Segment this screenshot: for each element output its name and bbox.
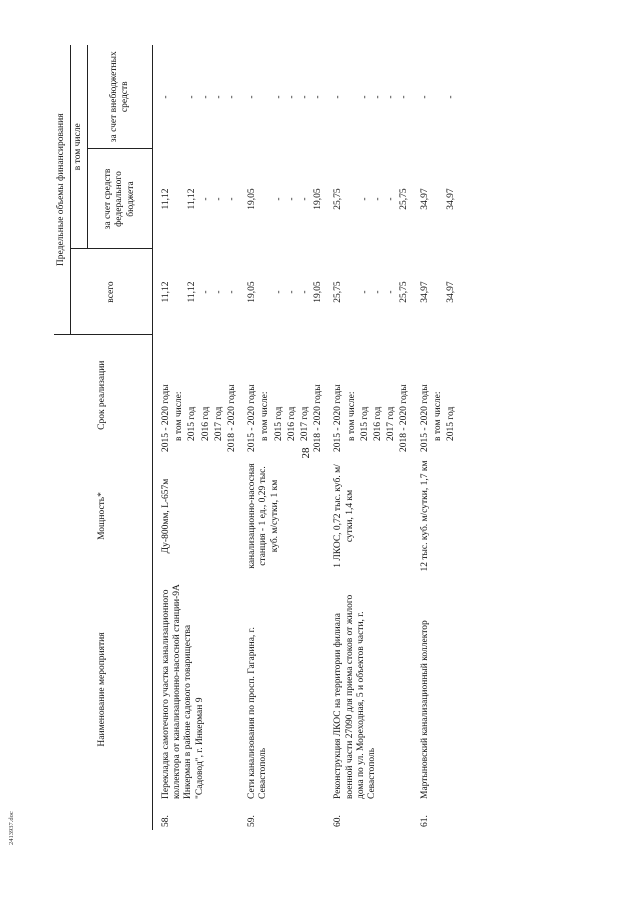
period-cell: 2016 год	[200, 406, 211, 441]
federal-cell: 19,05	[313, 188, 324, 210]
capacity: 1 ЛКОС, 0,72 тыс. куб. м/сутки, 1,4 км	[333, 464, 355, 568]
federal-cell: 11,12	[161, 188, 171, 210]
total-cell: 19,05	[247, 281, 258, 303]
measure-name: Перекладка самотечного участка канализационного коллектора от канализационно-насосной станции-9А Инкерман в районе садового товарищества "Садовод", г. Инкерман 9	[161, 584, 205, 799]
federal-cell: 25,75	[333, 188, 344, 210]
federal-cell	[432, 149, 445, 249]
table-header	[54, 45, 153, 830]
row-number: 58.	[161, 815, 171, 827]
federal-cell: 34,97	[419, 188, 430, 210]
table-row	[153, 45, 174, 830]
total-cell: -	[213, 290, 224, 294]
federal-cell: 11,12	[187, 188, 198, 210]
total-cell	[432, 249, 445, 335]
total-cell: -	[227, 290, 238, 294]
extrabudget-cell: -	[419, 95, 430, 99]
extrabudget-cell: -	[213, 95, 224, 99]
total-cell: 34,97	[446, 281, 457, 303]
extrabudget-cell: -	[359, 95, 370, 99]
federal-cell: 34,97	[446, 188, 457, 210]
period-cell: 2015 год	[446, 406, 457, 441]
measure-name: Сети канализования по просп. Гагарина, г. Севастополь	[247, 627, 269, 799]
federal-cell	[346, 149, 359, 249]
total-cell: 11,12	[187, 281, 198, 303]
extrabudget-cell: -	[333, 95, 344, 99]
footer-filename: 2413937.doc	[8, 811, 15, 845]
federal-cell	[173, 149, 186, 249]
total-cell: -	[359, 290, 370, 294]
total-cell: -	[273, 290, 284, 294]
federal-cell: 25,75	[399, 188, 410, 210]
extrabudget-cell: -	[247, 95, 258, 99]
extrabudget-cell	[432, 45, 445, 149]
period-cell: 2017 год	[213, 406, 224, 441]
federal-cell: -	[200, 197, 211, 201]
period-cell: 2017 год	[386, 406, 397, 441]
row-number: 59.	[247, 815, 258, 827]
table-body	[153, 45, 459, 830]
header-in-that-number: в том числе	[71, 45, 88, 249]
federal-cell: -	[300, 197, 311, 201]
extrabudget-cell: -	[227, 95, 238, 99]
total-cell	[259, 249, 272, 335]
capacity: канализационно-насосная станция - 1 ед., 0,29 тыс. куб. м/сутки, 1 км	[247, 463, 280, 569]
header-financing-title: Предельные объемы финансирования	[54, 45, 71, 335]
period-cell: в том числе:	[432, 391, 443, 441]
extrabudget-cell	[346, 45, 359, 149]
extrabudget-cell: -	[161, 95, 171, 99]
extrabudget-cell: -	[373, 95, 384, 99]
measure-name: Реконструкция ЛКОС на территории филиала военной части 27090 для приема стоков от жилого дома по ул. Мореходная, 5 и объектов части, г. Севастополь	[333, 594, 378, 799]
federal-cell: -	[227, 197, 238, 201]
measure-name: Мартыновский канализационный коллектор	[419, 620, 430, 799]
federal-cell: 19,05	[247, 188, 258, 210]
header-period: Срок реализации	[54, 335, 153, 455]
period-cell: 2015 год	[187, 406, 198, 441]
federal-cell: -	[359, 197, 370, 201]
row-number: 61.	[419, 815, 430, 827]
federal-cell: -	[373, 197, 384, 201]
federal-cell: -	[286, 197, 297, 201]
header-number	[54, 802, 153, 830]
total-cell: -	[300, 290, 311, 294]
table-row	[239, 45, 259, 830]
extrabudget-cell	[173, 45, 186, 149]
extrabudget-cell: -	[446, 95, 457, 99]
period-cell: в том числе:	[260, 391, 271, 441]
extrabudget-cell	[259, 45, 272, 149]
capacity: Ду-800мм, L-657м	[161, 478, 171, 554]
total-cell: 25,75	[399, 281, 410, 303]
period-cell: 2017 год	[300, 406, 311, 441]
total-cell: 25,75	[333, 281, 344, 303]
table-row	[412, 45, 432, 830]
header-name: Наименование мероприятия	[54, 577, 153, 802]
period-cell: 2015 год	[273, 406, 284, 441]
extrabudget-cell: -	[386, 95, 397, 99]
period-cell: в том числе:	[174, 391, 185, 441]
period-cell: в том числе:	[346, 391, 357, 441]
federal-cell: -	[213, 197, 224, 201]
period-cell: 2018 - 2020 годы	[227, 384, 238, 452]
federal-cell: -	[386, 197, 397, 201]
federal-cell: -	[273, 197, 284, 201]
header-capacity: Мощность*	[54, 455, 153, 577]
extrabudget-cell: -	[187, 95, 198, 99]
total-cell: -	[386, 290, 397, 294]
extrabudget-cell: -	[300, 95, 311, 99]
total-cell	[346, 249, 359, 335]
period-cell: 2018 - 2020 годы	[399, 384, 410, 452]
federal-cell	[259, 149, 272, 249]
header-extrabudget: за счет внебюджетных средств	[88, 45, 153, 149]
period-cell: 2015 - 2020 годы	[419, 384, 430, 452]
financing-table	[54, 45, 458, 830]
period-cell: 2015 - 2020 годы	[161, 384, 171, 452]
extrabudget-cell: -	[200, 95, 211, 99]
page-number: 28	[300, 447, 312, 459]
period-cell: 2015 - 2020 годы	[333, 384, 344, 452]
total-cell: 11,12	[161, 281, 171, 303]
total-cell: 34,97	[419, 281, 430, 303]
period-cell: 2015 - 2020 годы	[247, 384, 258, 452]
extrabudget-cell: -	[286, 95, 297, 99]
period-cell: 2015 год	[359, 406, 370, 441]
row-number: 60.	[333, 815, 344, 827]
extrabudget-cell: -	[273, 95, 284, 99]
rotated-table-container	[54, 45, 610, 830]
extrabudget-cell: -	[313, 95, 324, 99]
total-cell	[173, 249, 186, 335]
header-total: всего	[71, 249, 153, 335]
header-federal: за счет средств федерального бюджета	[88, 149, 153, 249]
total-cell: 19,05	[313, 281, 324, 303]
period-cell: 2018 - 2020 годы	[313, 384, 324, 452]
table-row	[325, 45, 345, 830]
period-cell: 2016 год	[286, 406, 297, 441]
total-cell: -	[200, 290, 211, 294]
capacity: 12 тыс. куб. м/сутки, 1,7 км	[419, 460, 430, 572]
total-cell: -	[286, 290, 297, 294]
extrabudget-cell: -	[399, 95, 410, 99]
period-cell: 2016 год	[373, 406, 384, 441]
total-cell: -	[373, 290, 384, 294]
